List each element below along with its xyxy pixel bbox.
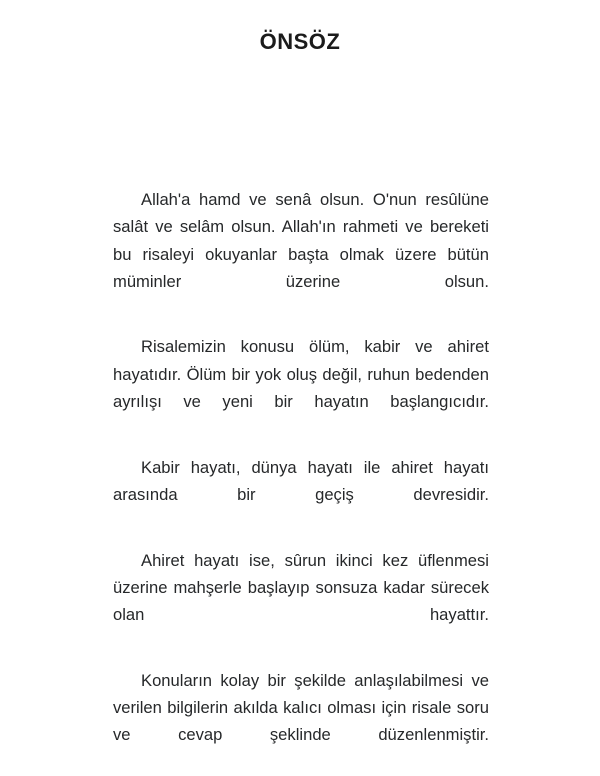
paragraph: Allah'a hamd ve senâ olsun. O'nun resûlüne salât ve selâm olsun. Allah'ın rahmeti ve bereketi bu risaleyi okuyanlar başta olmak üzere bütün müminler üzerine olsun.: [113, 190, 489, 291]
body-text-block: [113, 186, 489, 776]
paragraph: Risalemizin konusu ölüm, kabir ve ahiret hayatıdır. Ölüm bir yok oluş değil, ruhun bedenden ayrılışı ve yeni bir hayatın başlangıcıdır.: [113, 337, 489, 412]
paragraph: Kabir hayatı, dünya hayatı ile ahiret hayatı arasında bir geçiş devresidir.: [113, 457, 489, 504]
page-title: ÖNSÖZ: [259, 28, 341, 54]
paragraph: Ahiret hayatı ise, sûrun ikinci kez üflenmesi üzerine mahşerle başlayıp sonsuza kadar sürecek olan hayattır.: [113, 550, 489, 625]
paragraph: Konuların kolay bir şekilde anlaşılabilmesi ve verilen bilgilerin akılda kalıcı olması için risale soru ve cevap şeklinde düzenlenmiştir.: [113, 670, 489, 745]
